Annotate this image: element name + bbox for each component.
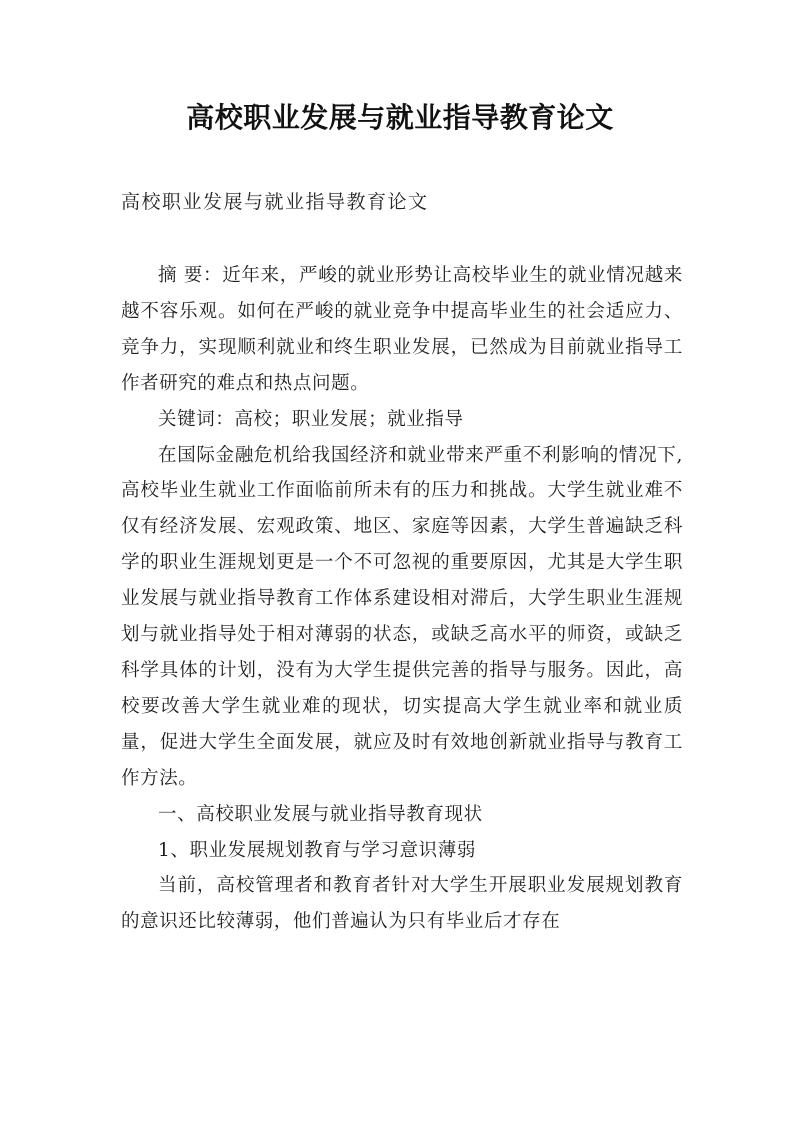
section-heading: 一、高校职业发展与就业指导教育现状 xyxy=(158,803,483,825)
intro-paragraph: 在国际金融危机给我国经济和就业带来严重不利影响的情况下,高校毕业生就业工作面临前所未有的压力和挑战。大学生就业难不仅有经济发展、宏观政策、地区、家庭等因素，大学生普遍缺乏科学的职业生涯规划更是一个不可忽视的重要原因，尤其是大学生职业发展与就业指导教育工作体系建设相对滞后，大学生职业生涯规划与就业指导处于相对薄弱的状态，或缺乏高水平的师资，或缺乏科学具体的计划，没有为大学生提供完善的指导与服务。因此，高校要改善大学生就业难的现状，切实提高大学生就业率和就业质量，促进大学生全面发展，就应及时有效地创新就业指导与教育工作方法。 xyxy=(121,444,683,789)
keywords-line: 关键词：高校；职业发展；就业指导 xyxy=(158,408,464,430)
document-body xyxy=(121,258,683,940)
subsection-paragraph: 当前，高校管理者和教育者针对大学生开展职业发展规划教育的意识还比较薄弱，他们普遍认为只有毕业后才存在 xyxy=(121,875,683,933)
subsection-heading: 1、职业发展规划教育与学习意识薄弱 xyxy=(158,839,476,861)
abstract-paragraph: 摘 要：近年来，严峻的就业形势让高校毕业生的就业情况越来越不容乐观。如何在严峻的就业竞争中提高毕业生的社会适应力、竞争力，实现顺利就业和终生职业发展，已然成为目前就业指导工作者研究的难点和热点问题。 xyxy=(121,265,683,394)
document-subtitle: 高校职业发展与就业指导教育论文 xyxy=(121,191,429,213)
document-title: 高校职业发展与就业指导教育论文 xyxy=(186,101,614,134)
